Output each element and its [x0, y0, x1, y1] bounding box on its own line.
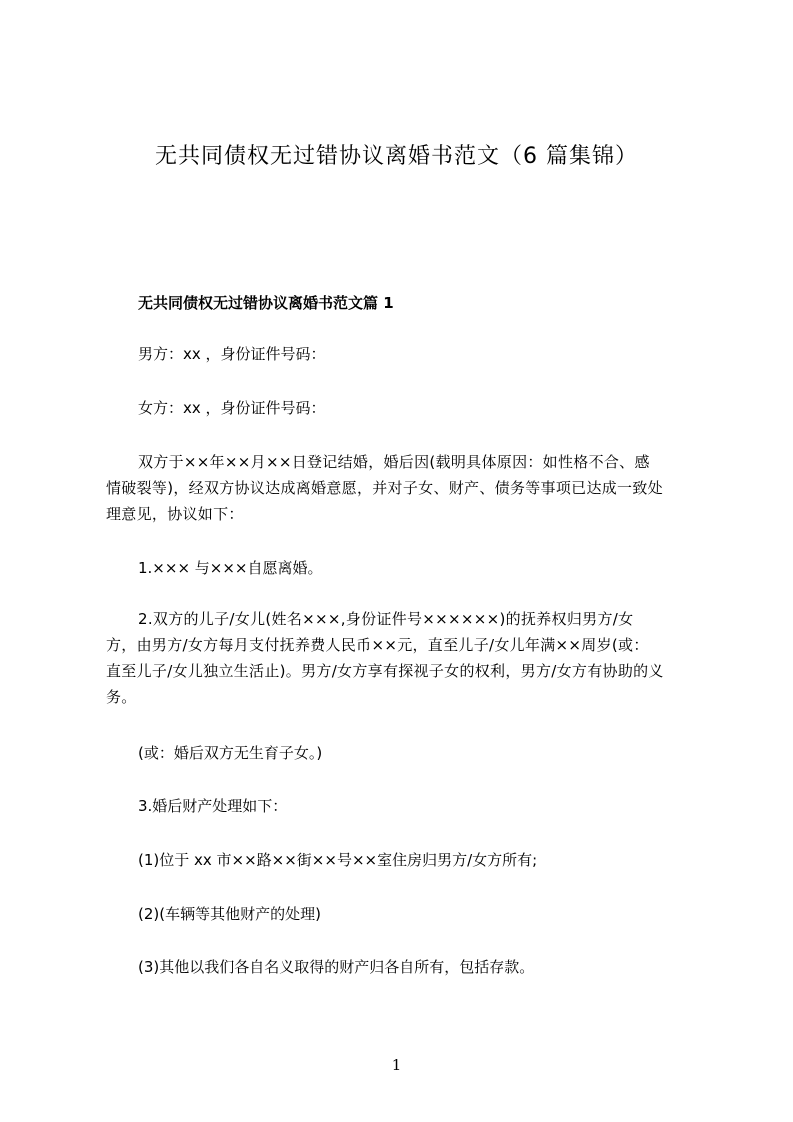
paragraph-line: 方，由男方/女方每月支付抚养费人民币××元，直至儿子/女儿年满××周岁(或：	[106, 636, 649, 654]
paragraph-line: 直至儿子/女儿独立生活止)。男方/女方享有探视子女的权利，男方/女方有协助的义	[106, 662, 664, 680]
male-party-line: 男方：xx ，身份证件号码：	[138, 345, 326, 363]
document-title: 无共同债权无过错协议离婚书范文（6 篇集锦）	[155, 144, 638, 169]
paragraph-line: 理意见，协议如下：	[106, 505, 244, 523]
paragraph-line: 务。	[106, 688, 137, 706]
female-party-line: 女方：xx ，身份证件号码：	[138, 399, 326, 417]
paragraph-line: 情破裂等)，经双方协议达成离婚意愿，并对子女、财产、债务等事项已达成一致处	[106, 479, 663, 497]
page-number: 1	[391, 1056, 402, 1074]
property-item-1: (1)位于 xx 市××路××街××号××室住房归男方/女方所有;	[138, 851, 538, 869]
property-item-2: (2)(车辆等其他财产的处理)	[138, 905, 321, 923]
agreement-item-3: 3.婚后财产处理如下：	[138, 797, 288, 815]
custody-paragraph	[106, 606, 706, 710]
property-item-3: (3)其他以我们各自名义取得的财产归各自所有，包括存款。	[138, 958, 535, 976]
section-heading: 无共同债权无过错协议离婚书范文篇 1	[138, 294, 394, 312]
marriage-paragraph	[106, 449, 706, 527]
paragraph-line: 2.双方的儿子/女儿(姓名×××,身份证件号××××××)的抚养权归男方/女	[138, 610, 634, 628]
paragraph-line: 双方于××年××月××日登记结婚，婚后因(载明具体原因：如性格不合、感	[138, 453, 650, 471]
agreement-item-1: 1.××× 与×××自愿离婚。	[138, 559, 323, 577]
alternative-note: (或：婚后双方无生育子女。)	[138, 744, 323, 762]
